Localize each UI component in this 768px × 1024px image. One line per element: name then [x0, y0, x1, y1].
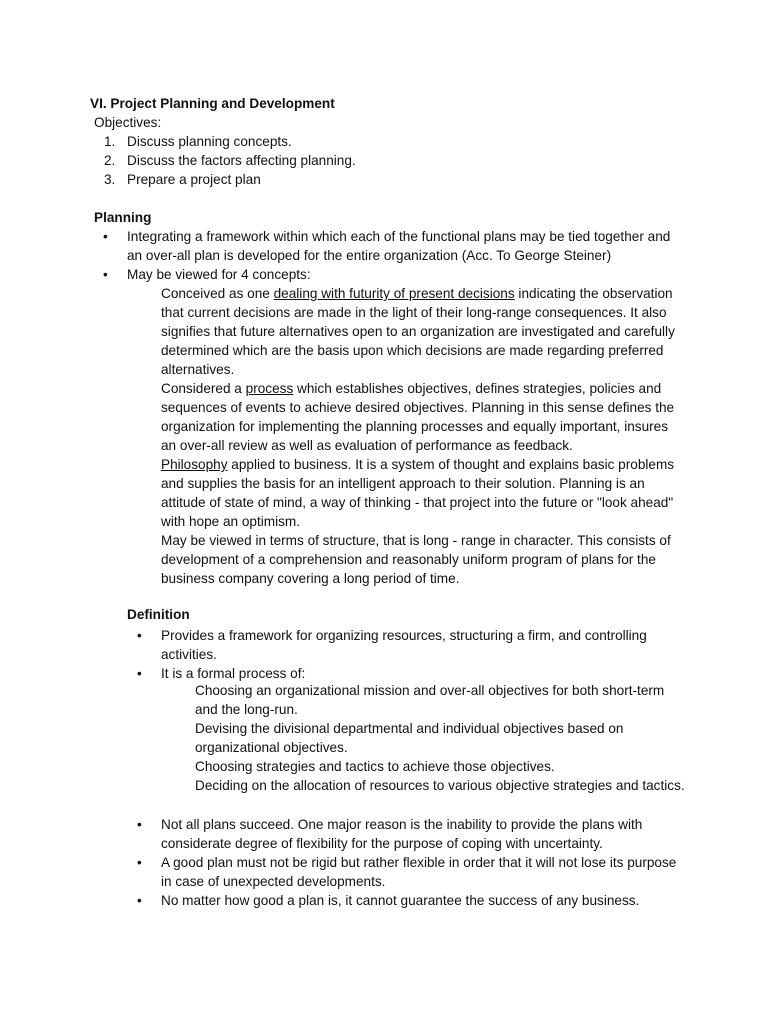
concept-paragraph: Considered a process which establishes objectives, defines strategies, policies and sequences of events to achieve desired objectives. Planning in this sense defines the organization for implementing the planning processes and equally important, insures an over-all review as well as evaluation of performance as feedback. [161, 381, 675, 453]
concept-paragraph: Conceived as one dealing with futurity of present decisions indicating the observation that current decisions are made in the light of their long-range consequences. It also signifies that future alternatives open to an organization are investigated and carefully determined which are the basis upon which decisions are made regarding preferred alternatives. [161, 286, 675, 377]
bullet-icon: • [137, 817, 142, 832]
list-item: • Not all plans succeed. One major reason is the inability to provide the plans with considerate degree of flexibility for the purpose of coping with uncertainty. [137, 817, 643, 851]
definition-bullet-list-bottom [137, 815, 682, 910]
list-item: • Integrating a framework within which each of the functional plans may be tied together and an over-all plan is developed for the entire organization (Acc. To George Steiner) [103, 229, 671, 263]
formal-process-sublist [195, 681, 685, 795]
objective-item: 3. Prepare a project plan [104, 172, 261, 187]
concept-paragraph: May be viewed in terms of structure, that is long - range in character. This consists of development of a comprehension and reasonably uniform program of plans for the business company covering a long period of time. [161, 533, 671, 586]
concepts-block [161, 284, 681, 588]
bullet-icon: • [137, 855, 142, 870]
sub-item: Devising the divisional departmental and individual objectives based on organizational objectives. [195, 721, 624, 755]
section-title: VI. Project Planning and Development [90, 96, 335, 111]
objective-item: 1. Discuss planning concepts. [104, 134, 292, 149]
bullet-icon: • [137, 666, 142, 681]
list-item: • A good plan must not be rigid but rather flexible in order that it will not lose its purpose in case of unexpected developments. [137, 855, 677, 889]
list-item: • It is a formal process of: [137, 666, 306, 681]
objectives-label: Objectives: [94, 115, 162, 130]
list-item: • Provides a framework for organizing resources, structuring a firm, and controlling activities. [137, 628, 647, 662]
sub-item: Choosing strategies and tactics to achieve those objectives. [195, 759, 555, 774]
objective-item: 2. Discuss the factors affecting planning. [104, 153, 356, 168]
bullet-icon: • [137, 628, 142, 643]
bullet-icon: • [137, 893, 142, 908]
sub-item: Choosing an organizational mission and over-all objectives for both short-term and the long-run. [195, 683, 665, 717]
objectives-list [104, 132, 356, 189]
definition-heading: Definition [127, 607, 190, 622]
bullet-icon: • [103, 229, 108, 244]
planning-bullet-list [103, 227, 683, 284]
concept-paragraph: Philosophy applied to business. It is a system of thought and explains basic problems and supplies the basis for an intelligent approach to their solution. Planning is an attitude of state of mind, a way of thinking - that project into the future or "look ahead" with hope an optimism. [161, 457, 675, 529]
definition-bullet-list-top [137, 626, 682, 683]
bullet-icon: • [103, 267, 108, 282]
list-item: • No matter how good a plan is, it cannot guarantee the success of any business. [137, 893, 640, 908]
sub-item: Deciding on the allocation of resources to various objective strategies and tactics. [195, 778, 685, 793]
list-item: • May be viewed for 4 concepts: [103, 267, 311, 282]
planning-heading: Planning [94, 210, 152, 225]
